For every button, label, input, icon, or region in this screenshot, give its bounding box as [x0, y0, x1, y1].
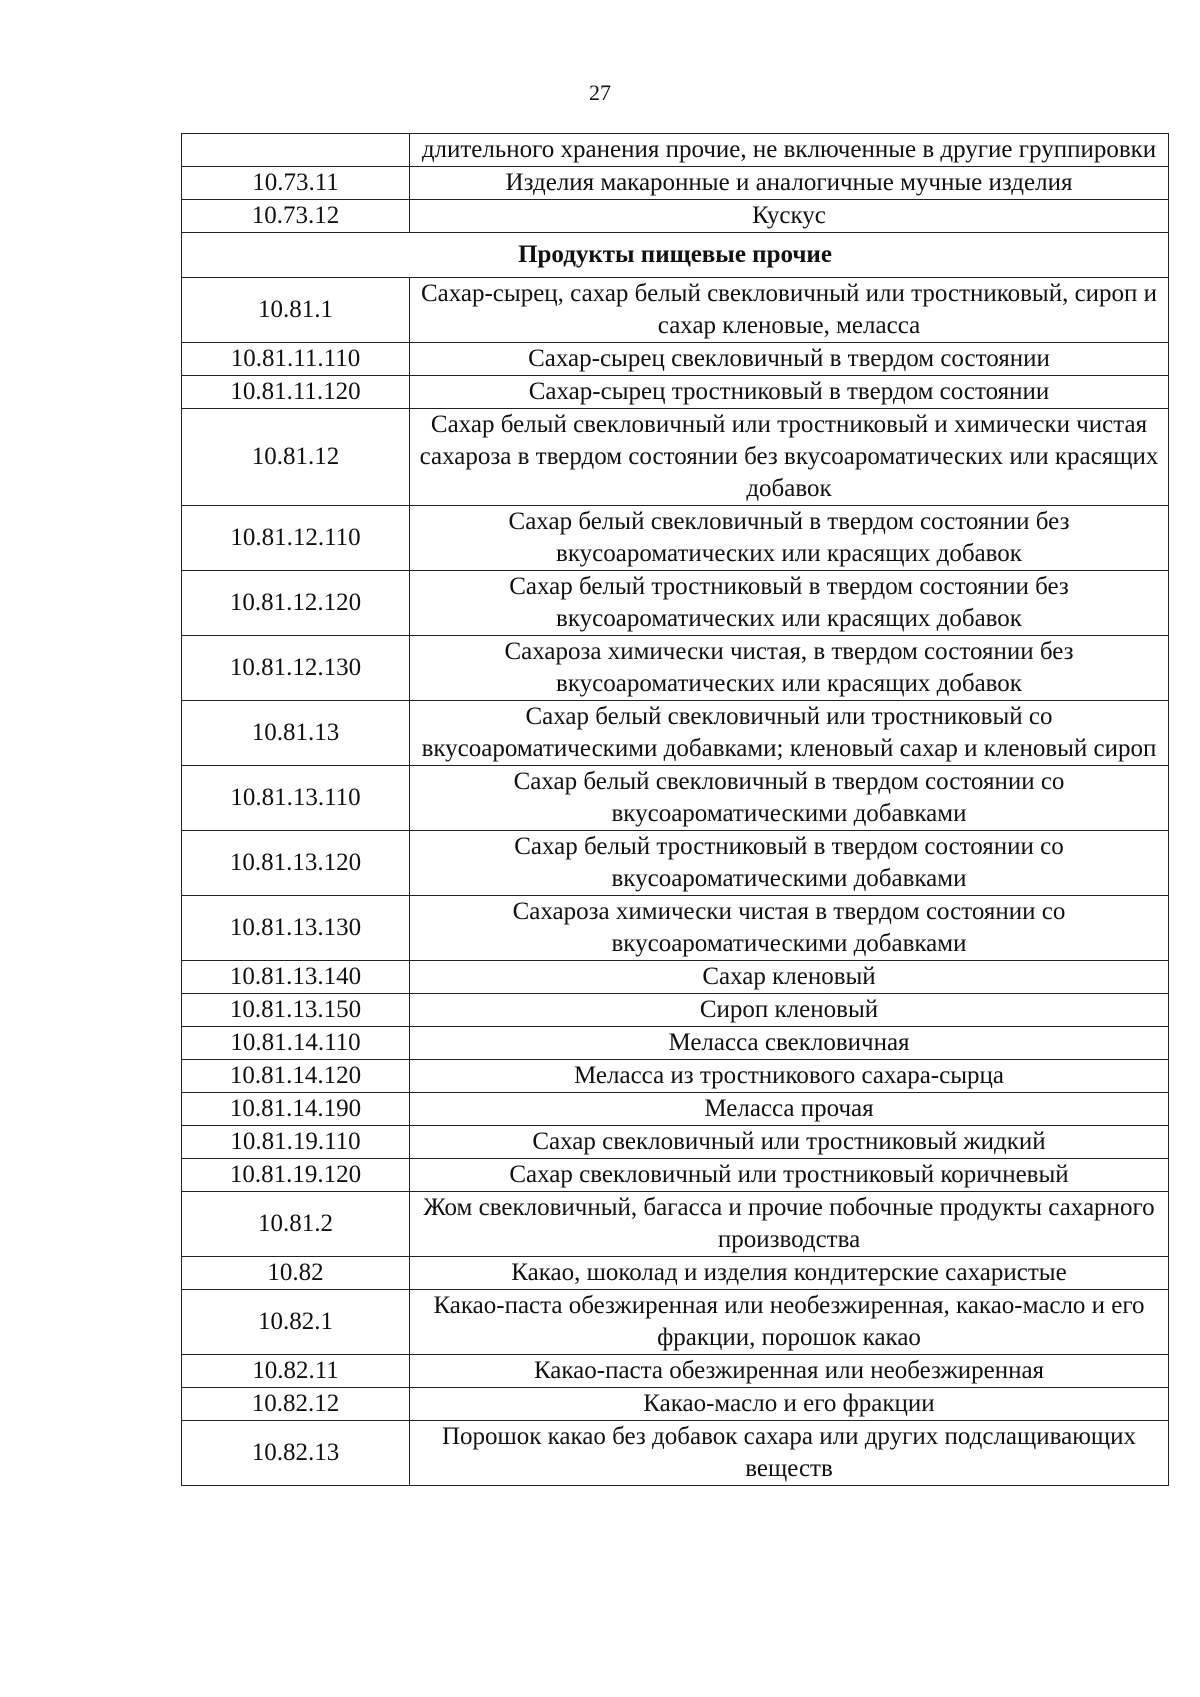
table-row: [182, 1421, 1169, 1486]
name-cell: Сахар белый свекловичный или тростниковый и химически чистая сахароза в твердом состоянии без вкусоароматических или красящих добавок: [410, 409, 1169, 506]
table-row: [182, 200, 1169, 233]
code-cell: 10.81.13.110: [182, 766, 410, 831]
table-row: [182, 1093, 1169, 1126]
code-cell: 10.81.19.110: [182, 1126, 410, 1159]
code-cell: 10.81.19.120: [182, 1159, 410, 1192]
table-row: [182, 376, 1169, 409]
table-row: [182, 701, 1169, 766]
code-cell: 10.81.12.130: [182, 636, 410, 701]
name-cell: Изделия макаронные и аналогичные мучные изделия: [410, 167, 1169, 200]
name-cell: Сахар белый тростниковый в твердом состоянии без вкусоароматических или красящих добавок: [410, 571, 1169, 636]
table-row: [182, 409, 1169, 506]
table-row: [182, 278, 1169, 343]
name-cell: Меласса прочая: [410, 1093, 1169, 1126]
code-cell: 10.81.2: [182, 1192, 410, 1257]
code-cell: 10.82.13: [182, 1421, 410, 1486]
table-row: [182, 506, 1169, 571]
table-row: [182, 1192, 1169, 1257]
name-cell: Сахар-сырец, сахар белый свекловичный или тростниковый, сироп и сахар кленовые, меласса: [410, 278, 1169, 343]
table-row: [182, 1257, 1169, 1290]
page-number: 27: [589, 80, 611, 105]
name-cell: Сахароза химически чистая, в твердом состоянии без вкусоароматических или красящих добавок: [410, 636, 1169, 701]
table-row: [182, 636, 1169, 701]
name-cell: Какао-паста обезжиренная или необезжиренная, какао-масло и его фракции, порошок какао: [410, 1290, 1169, 1355]
name-cell: Сахар-сырец свекловичный в твердом состоянии: [410, 343, 1169, 376]
table-row: [182, 167, 1169, 200]
table-row: [182, 343, 1169, 376]
table-row: [182, 766, 1169, 831]
table-row: [182, 1027, 1169, 1060]
code-cell: 10.81.11.120: [182, 376, 410, 409]
name-cell: Какао-паста обезжиренная или необезжиренная: [410, 1355, 1169, 1388]
table-row: [182, 831, 1169, 896]
name-cell: длительного хранения прочие, не включенные в другие группировки: [410, 134, 1169, 167]
table-row: [182, 1060, 1169, 1093]
code-cell: 10.81.13.130: [182, 896, 410, 961]
name-cell: Сахароза химически чистая в твердом состоянии со вкусоароматическими добавками: [410, 896, 1169, 961]
name-cell: Какао-масло и его фракции: [410, 1388, 1169, 1421]
code-cell: 10.73.11: [182, 167, 410, 200]
name-cell: Меласса свекловичная: [410, 1027, 1169, 1060]
name-cell: Сахар кленовый: [410, 961, 1169, 994]
name-cell: Сахар-сырец тростниковый в твердом состоянии: [410, 376, 1169, 409]
table-row: [182, 1126, 1169, 1159]
code-cell: 10.82.1: [182, 1290, 410, 1355]
code-cell: 10.73.12: [182, 200, 410, 233]
table-row: [182, 571, 1169, 636]
name-cell: Порошок какао без добавок сахара или других подслащивающих веществ: [410, 1421, 1169, 1486]
product-code-table: [181, 133, 1169, 1486]
table-body: [182, 134, 1169, 1486]
section-title: Продукты пищевые прочие: [182, 233, 1169, 278]
code-cell: 10.81.13.150: [182, 994, 410, 1027]
code-cell: 10.81.13: [182, 701, 410, 766]
table-row: [182, 1355, 1169, 1388]
code-cell: 10.81.14.190: [182, 1093, 410, 1126]
name-cell: Меласса из тростникового сахара-сырца: [410, 1060, 1169, 1093]
code-cell: 10.81.1: [182, 278, 410, 343]
code-cell: 10.81.12: [182, 409, 410, 506]
code-cell: 10.82: [182, 1257, 410, 1290]
code-cell: 10.81.11.110: [182, 343, 410, 376]
name-cell: Сахар свекловичный или тростниковый жидкий: [410, 1126, 1169, 1159]
table-row: [182, 1290, 1169, 1355]
code-cell: 10.82.11: [182, 1355, 410, 1388]
table-row: [182, 896, 1169, 961]
name-cell: Сахар белый свекловичный или тростниковый со вкусоароматическими добавками; кленовый сахар и кленовый сироп: [410, 701, 1169, 766]
name-cell: Сироп кленовый: [410, 994, 1169, 1027]
name-cell: Сахар белый свекловичный в твердом состоянии без вкусоароматических или красящих добавок: [410, 506, 1169, 571]
section-header-row: [182, 233, 1169, 278]
name-cell: Какао, шоколад и изделия кондитерские сахаристые: [410, 1257, 1169, 1290]
name-cell: Жом свекловичный, багасса и прочие побочные продукты сахарного производства: [410, 1192, 1169, 1257]
code-cell: 10.81.14.110: [182, 1027, 410, 1060]
name-cell: Сахар белый тростниковый в твердом состоянии со вкусоароматическими добавками: [410, 831, 1169, 896]
table-row: [182, 1159, 1169, 1192]
name-cell: Сахар свекловичный или тростниковый коричневый: [410, 1159, 1169, 1192]
table-row: [182, 994, 1169, 1027]
table-row: [182, 961, 1169, 994]
name-cell: Кускус: [410, 200, 1169, 233]
code-cell: 10.81.13.140: [182, 961, 410, 994]
code-cell: 10.81.12.120: [182, 571, 410, 636]
code-cell: 10.81.13.120: [182, 831, 410, 896]
code-cell: 10.82.12: [182, 1388, 410, 1421]
name-cell: Сахар белый свекловичный в твердом состоянии со вкусоароматическими добавками: [410, 766, 1169, 831]
code-cell: [182, 134, 410, 167]
code-cell: 10.81.14.120: [182, 1060, 410, 1093]
table-row: [182, 1388, 1169, 1421]
table-row: [182, 134, 1169, 167]
code-cell: 10.81.12.110: [182, 506, 410, 571]
